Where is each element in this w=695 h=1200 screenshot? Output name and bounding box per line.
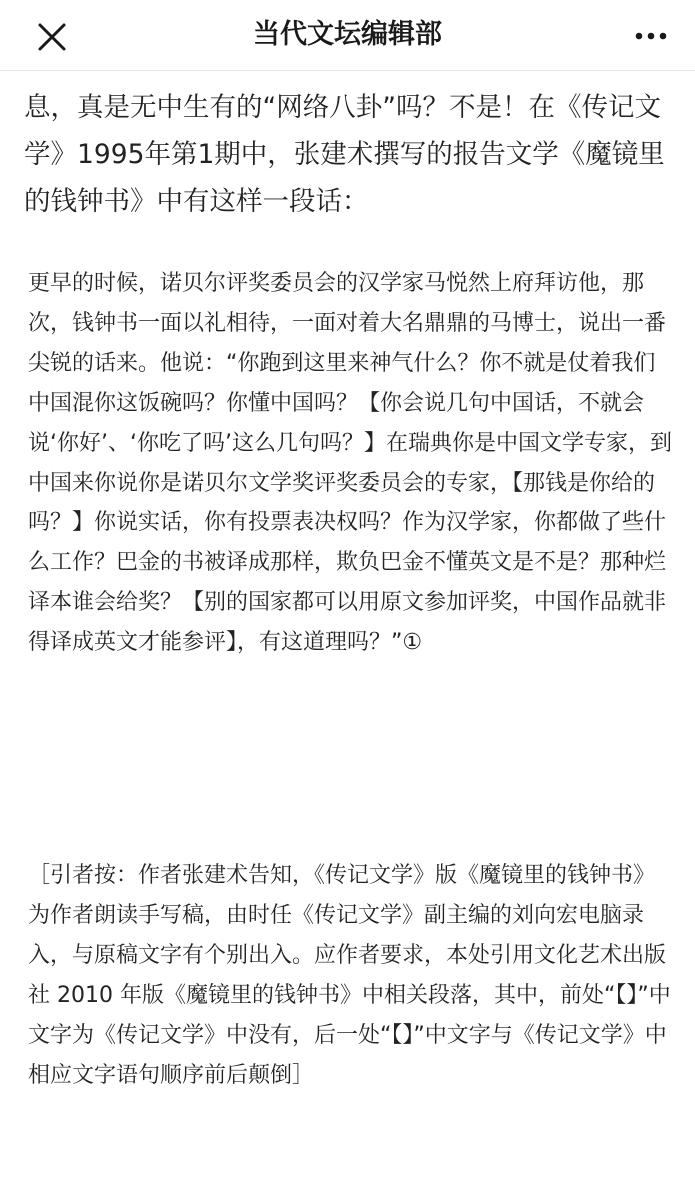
close-icon xyxy=(30,17,70,57)
article-quote-paragraph: 更早的时候，诺贝尔评奖委员会的汉学家马悦然上府拜访他，那次，钱钟书一面以礼相待，一面对着大名鼎鼎的马博士，说出一番尖锐的话来。他说：“你跑到这里来神气什么？你不就是仗着我们中国混你这饭碗吗？你懂中国吗？【你会说几句中国话，不就会说‘你好’、‘你吃了吗’这么几句吗？】在瑞典你是中国文学专家，到中国来你说你是诺贝尔文学奖评奖委员会的专家，【那钱是你给的吗？】你说实话，你有投票表决权吗？作为汉学家，你都做了些什么工作？巴金的书被译成那样，欺负巴金不懂英文是不是？那种烂译本谁会给奖？【别的国家都可以用原文参加评奖，中国作品就非得译成英文才能参评】，有这道理吗？”① xyxy=(28,271,672,656)
top-navigation-bar xyxy=(0,0,695,71)
more-icon xyxy=(631,20,671,52)
page-title: 当代文坛编辑部 xyxy=(253,19,442,50)
close-button[interactable] xyxy=(30,17,70,57)
article-editor-note: ［引者按：作者张建术告知，《传记文学》版《魔镜里的钱钟书》为作者朗读手写稿，由时任《传记文学》副主编的刘向宏电脑录入，与原稿文字有个别出入。应作者要求，本处引用文化艺术出版社 2010 年版《魔镜里的钱钟书》中相关段落，其中，前处“【】”中文字为《传记文学》中没有，后一处“【】”中文字与《传记文学》中相应文字语句顺序前后颠倒］ xyxy=(28,863,671,1088)
more-options-button[interactable] xyxy=(631,20,671,52)
article-body xyxy=(0,70,695,1200)
article-paragraph-intro: 息，真是无中生有的“网络八卦”吗？不是！在《传记文学》1995年第1期中，张建术撰写的报告文学《魔镜里的钱钟书》中有这样一段话： xyxy=(24,92,665,217)
